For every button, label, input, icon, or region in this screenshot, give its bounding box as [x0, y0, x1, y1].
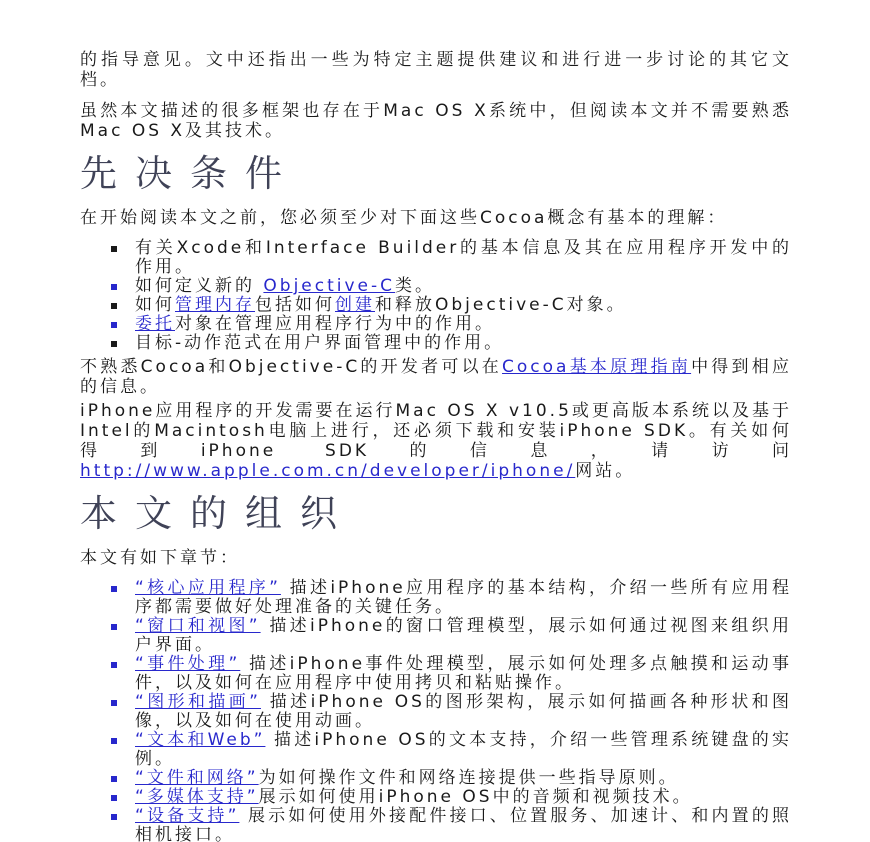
bullet-square-icon	[111, 624, 117, 630]
text-run: 展示如何使用外接配件接口、位置服务、加速计、和内置的照相机接口。	[135, 806, 792, 842]
text-run: 和释放Objective-C对象。	[375, 295, 627, 315]
text-run: 包括如何	[255, 295, 335, 315]
text-run: 在开始阅读本文之前，您必须至少对下面这些Cocoa概念有基本的理解：	[80, 208, 728, 228]
section-heading: 先决条件	[80, 152, 300, 195]
list-item-text	[135, 616, 792, 655]
text-run: 目标-动作范式在用户界面管理中的作用。	[135, 333, 505, 353]
bullet-square-icon	[111, 284, 117, 290]
files-networking-chapter-link[interactable]: “文件和网络”	[135, 768, 259, 788]
list-item-text	[135, 295, 627, 315]
bullet-square-icon	[111, 662, 117, 668]
text-run: 如何	[135, 295, 175, 315]
list-item	[80, 315, 792, 334]
text-run: 的指导意见。文中还指出一些为特定主题提供建议和进行进一步讨论的其它文档。	[80, 50, 792, 90]
text-run: 类。	[395, 276, 436, 296]
text-web-chapter-link[interactable]: “文本和Web”	[135, 730, 266, 750]
memory-management-link[interactable]: 管理内存	[175, 295, 255, 315]
section-heading: 本文的组织	[80, 492, 355, 535]
paragraph	[80, 548, 792, 568]
list-item-text	[135, 692, 792, 731]
event-handling-chapter-link[interactable]: “事件处理”	[135, 654, 241, 674]
objective-c-link[interactable]: Objective-C	[263, 276, 396, 296]
list-item	[80, 334, 792, 353]
graphics-drawing-chapter-link[interactable]: “图形和描画”	[135, 692, 261, 712]
text-run: iPhone应用程序的开发需要在运行Mac OS X v10.5或更高版本系统以及基于Intel的Macintosh电脑上进行，还必须下载和安装iPhone SDK。有关如何得到iPhone SDK的信息，请访问	[80, 401, 792, 461]
paragraph	[80, 357, 792, 397]
cocoa-fundamentals-guide-link[interactable]: Cocoa基本原理指南	[502, 357, 692, 377]
bullet-square-icon	[111, 586, 117, 592]
text-run: 描述iPhone OS的图形架构，展示如何描画各种形状和图像，以及如何在使用动画。	[135, 692, 792, 731]
list-item	[80, 693, 792, 731]
list-item-text	[135, 314, 495, 334]
bullet-square-icon	[111, 322, 117, 328]
bullet-list	[80, 239, 792, 353]
text-run: 对象在管理应用程序行为中的作用。	[175, 314, 495, 334]
list-item-text	[135, 238, 792, 277]
text-run: 虽然本文描述的很多框架也存在于Mac OS X系统中，但阅读本文并不需要熟悉Mac OS X及其技术。	[80, 101, 792, 141]
apple-developer-url-link[interactable]: http://www.apple.com.cn/developer/iphone/	[80, 461, 576, 481]
list-item-text	[135, 333, 504, 353]
list-item	[80, 296, 792, 315]
list-item	[80, 655, 792, 693]
list-item	[80, 579, 792, 617]
text-run: 中得到相应的信息。	[80, 357, 792, 397]
bullet-square-icon	[111, 795, 117, 801]
bullet-square-icon	[111, 341, 117, 347]
list-item-text	[135, 578, 792, 617]
bullet-square-icon	[111, 738, 117, 744]
text-run: 描述iPhone OS的文本支持，介绍一些管理系统键盘的实例。	[135, 730, 792, 769]
list-item-text	[135, 654, 792, 693]
list-item-text	[135, 730, 792, 769]
list-item	[80, 239, 792, 277]
bullet-square-icon	[111, 776, 117, 782]
list-item	[80, 788, 792, 807]
text-run: 有关Xcode和Interface Builder的基本信息及其在应用程序开发中的作用。	[135, 238, 792, 277]
bullet-square-icon	[111, 303, 117, 309]
text-run: 本文有如下章节：	[80, 548, 240, 568]
text-run: 描述iPhone的窗口管理模型，展示如何通过视图来组织用户界面。	[135, 616, 792, 655]
list-item	[80, 617, 792, 655]
list-item-text	[135, 806, 792, 842]
delegate-link[interactable]: 委托	[135, 314, 175, 334]
text-run: 如何定义新的	[135, 276, 264, 296]
create-objects-link[interactable]: 创建	[335, 295, 375, 315]
list-item	[80, 277, 792, 296]
list-item	[80, 769, 792, 788]
list-item-text	[135, 276, 435, 296]
paragraph	[80, 101, 792, 141]
paragraph	[80, 208, 792, 228]
paragraph	[80, 50, 792, 90]
bullet-list	[80, 579, 792, 842]
paragraph	[80, 401, 792, 481]
device-support-chapter-link[interactable]: “设备支持”	[135, 806, 240, 826]
list-item	[80, 807, 792, 842]
bullet-square-icon	[111, 700, 117, 706]
text-run: 为如何操作文件和网络连接提供一些指导原则。	[258, 768, 679, 788]
list-item	[80, 731, 792, 769]
list-item-text	[135, 768, 679, 788]
text-run: 描述iPhone事件处理模型，展示如何处理多点触摸和运动事件，以及如何在应用程序中使用拷贝和粘贴操作。	[135, 654, 792, 693]
text-run: 展示如何使用iPhone OS中的音频和视频技术。	[258, 787, 693, 807]
core-application-chapter-link[interactable]: “核心应用程序”	[135, 578, 281, 598]
text-run: 网站。	[575, 461, 636, 481]
text-run: 描述iPhone应用程序的基本结构，介绍一些所有应用程序都需要做好处理准备的关键任务。	[135, 578, 792, 617]
windows-views-chapter-link[interactable]: “窗口和视图”	[135, 616, 261, 636]
text-run: 不熟悉Cocoa和Objective-C的开发者可以在	[80, 357, 503, 377]
multimedia-support-chapter-link[interactable]: “多媒体支持”	[135, 787, 259, 807]
bullet-square-icon	[111, 246, 117, 252]
list-item-text	[135, 787, 693, 807]
bullet-square-icon	[111, 814, 117, 820]
